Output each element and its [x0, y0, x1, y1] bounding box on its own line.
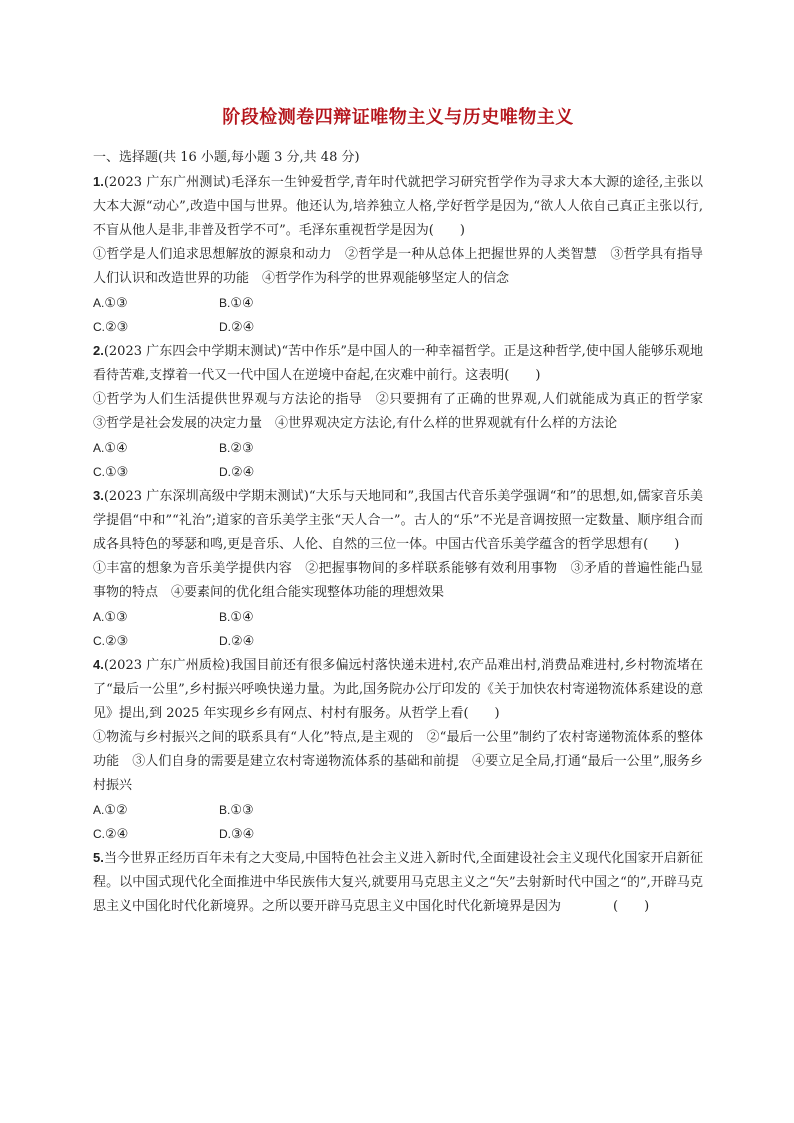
question-statements: ①物流与乡村振兴之间的联系具有“人化”特点,是主观的 ②“最后一公里”制约了农村寄递物流体系的整体功能 ③人们自身的需要是建立农村寄递物流体系的基础和前提 ④要立足全局,打通“最后一公里”,服务乡村振兴 — [93, 730, 703, 793]
option-d: D.②④ — [219, 465, 255, 480]
question-5 — [93, 846, 703, 919]
question-number: 2. — [93, 343, 104, 358]
answer-blank: ( ) — [504, 368, 541, 383]
question-text: (2023 广东深圳高级中学期末测试)“大乐与天地同和”,我国古代音乐美学强调“和”的思想,如,儒家音乐美学提倡“中和”“礼治”;道家的音乐美学主张“天人合一”。古人的“乐”不光是音调按照一定数量、顺序组合而成各具特色的琴瑟和鸣,更是音乐、人伦、自然的三位一体。中国古代音乐美学蕴含的哲学思想有 — [93, 489, 703, 552]
exam-title: 阶段检测卷四辩证唯物主义与历史唯物主义 — [222, 107, 574, 128]
question-text: 当今世界正经历百年未有之大变局,中国特色社会主义进入新时代,全面建设社会主义现代化国家开启新征程。以中国式现代化全面推进中华民族伟大复兴,就要用马克思主义之“矢”去射新时代中国之“的”,开辟马克思主义中国化时代化新境界。之所以要开辟马克思主义中国化时代化新境界是因为 — [93, 851, 703, 914]
question-3 — [93, 484, 703, 653]
section-heading: 一、选择题(共 16 小题,每小题 3 分,共 48 分) — [93, 150, 360, 165]
question-stem — [93, 339, 703, 388]
option-c: C.②④ — [93, 827, 129, 842]
option-c: C.②③ — [93, 320, 129, 335]
question-stem — [93, 846, 703, 919]
option-c: C.①③ — [93, 465, 129, 480]
option-d: D.②④ — [219, 320, 255, 335]
exam-page — [93, 106, 717, 919]
answer-options — [93, 436, 703, 484]
question-number: 4. — [93, 657, 104, 672]
answer-options — [93, 291, 703, 339]
option-a: A.①③ — [93, 610, 128, 625]
question-number: 1. — [93, 174, 104, 189]
answer-blank: ( ) — [613, 899, 650, 914]
question-stem — [93, 653, 703, 726]
answer-options — [93, 605, 703, 653]
question-2 — [93, 339, 717, 484]
question-stem — [93, 170, 703, 243]
option-a: A.①④ — [93, 441, 128, 456]
option-a: A.①② — [93, 803, 128, 818]
option-b: B.①④ — [219, 296, 254, 311]
question-statements: ①丰富的想象为音乐美学提供内容 ②把握事物间的多样联系能够有效利用事物 ③矛盾的普遍性能凸显事物的特点 ④要素间的优化组合能实现整体功能的理想效果 — [93, 561, 703, 600]
answer-blank: ( ) — [463, 706, 500, 721]
option-b: B.②③ — [219, 441, 254, 456]
question-statements: ①哲学为人们生活提供世界观与方法论的指导 ②只要拥有了正确的世界观,人们就能成为真正的哲学家 ③哲学是社会发展的决定力量 ④世界观决定方法论,有什么样的世界观就有什么样的方法论 — [93, 392, 717, 431]
question-4 — [93, 653, 703, 846]
question-number: 3. — [93, 488, 104, 503]
question-1 — [93, 170, 703, 339]
question-text: (2023 广东四会中学期末测试)“苦中作乐”是中国人的一种幸福哲学。正是这种哲学,使中国人能够乐观地看待苦难,支撑着一代又一代中国人在逆境中奋起,在灾难中前行。这表明 — [93, 344, 703, 383]
question-text: (2023 广东广州质检)我国目前还有很多偏远村落快递未进村,农产品难出村,消费品难进村,乡村物流堵在了“最后一公里”,乡村振兴呼唤快递力量。为此,国务院办公厅印发的《关于加快农村寄递物流体系建设的意见》提出,到 2025 年实现乡乡有网点、村村有服务。从哲学上看 — [93, 658, 703, 721]
option-b: B.①③ — [219, 803, 254, 818]
answer-blank: ( ) — [428, 223, 465, 238]
answer-options — [93, 798, 703, 846]
option-d: D.②④ — [219, 634, 255, 649]
option-c: C.②③ — [93, 634, 129, 649]
option-d: D.③④ — [219, 827, 255, 842]
question-number: 5. — [93, 850, 104, 865]
question-statements: ①哲学是人们追求思想解放的源泉和动力 ②哲学是一种从总体上把握世界的人类智慧 ③哲学具有指导人们认识和改造世界的功能 ④哲学作为科学的世界观能够坚定人的信念 — [93, 247, 703, 286]
question-text: (2023 广东广州测试)毛泽东一生钟爱哲学,青年时代就把学习研究哲学作为寻求大本大源的途径,主张以大本大源“动心”,改造中国与世界。他还认为,培养独立人格,学好哲学是因为,“欲人人依自己真正主张以行,不盲从他人是非,非普及哲学不可”。毛泽东重视哲学是因为 — [93, 175, 703, 238]
question-stem — [93, 484, 703, 557]
option-b: B.①④ — [219, 610, 254, 625]
answer-blank: ( ) — [643, 537, 680, 552]
option-a: A.①③ — [93, 296, 128, 311]
